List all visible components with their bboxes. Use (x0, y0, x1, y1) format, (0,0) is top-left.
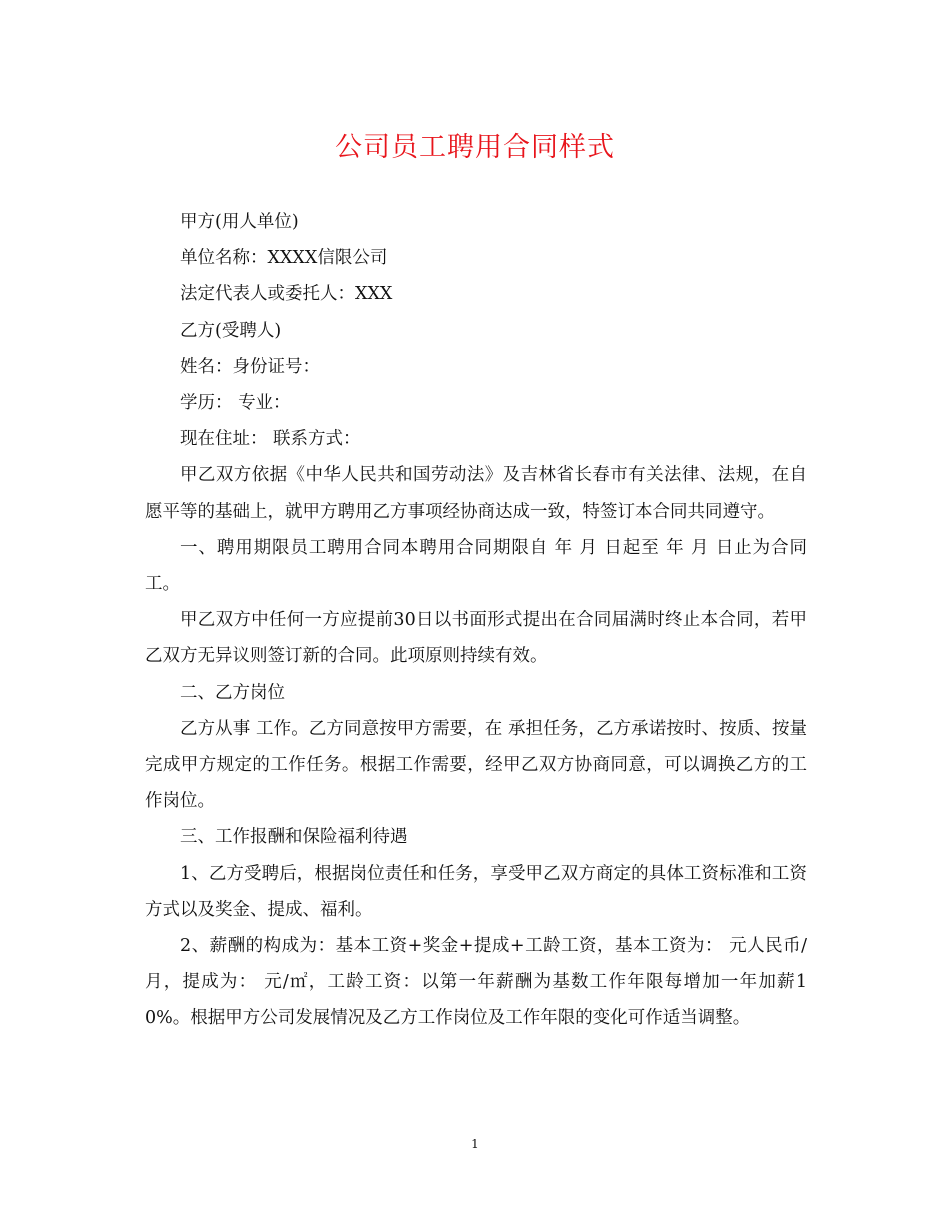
paragraph-compensation-2: 2、薪酬的构成为：基本工资+奖金+提成+工龄工资，基本工资为： 元人民币/月，提成为： 元/㎡，工龄工资：以第一年薪酬为基数工作年限每增加一年加薪10%。根据甲方公司发展情况及乙方工作岗位及工作年限的变化可作适当调整。 (145, 936, 807, 1029)
page-number: 1 (471, 1137, 479, 1151)
paragraph-company-name: 单位名称：XXXX信限公司 (180, 248, 388, 269)
paragraph-termination-notice: 甲乙双方中任何一方应提前30日以书面形式提出在合同届满时终止本合同，若甲乙双方无异议则签订新的合同。此项原则持续有效。 (145, 610, 807, 667)
heading-section-3-compensation: 三、工作报酬和保险福利待遇 (180, 827, 408, 848)
paragraph-legal-representative: 法定代表人或委托人：XXX (180, 284, 393, 305)
document-title: 公司员工聘用合同样式 (335, 132, 615, 163)
document-body (145, 204, 807, 1037)
paragraph-education-major: 学历： 专业： (180, 393, 291, 414)
paragraph-name-id: 姓名：身份证号： (180, 356, 320, 377)
paragraph-party-b: 乙方(受聘人) (180, 320, 282, 341)
paragraph-section-1-term: 一、聘用期限员工聘用合同本聘用合同期限自 年 月 日起至 年 月 日止为合同工。 (145, 537, 807, 595)
paragraph-compensation-1: 1、乙方受聘后，根据岗位责任和任务，享受甲乙双方商定的具体工资标准和工资方式以及奖金、提成、福利。 (145, 863, 807, 920)
paragraph-address-contact: 现在住址： 联系方式： (180, 429, 361, 450)
paragraph-position-duties: 乙方从事 工作。乙方同意按甲方需要，在 承担任务，乙方承诺按时、按质、按量完成甲方规定的工作任务。根据工作需要，经甲乙双方协商同意，可以调换乙方的工作岗位。 (145, 718, 807, 812)
heading-section-2-position: 二、乙方岗位 (180, 682, 285, 703)
paragraph-preamble: 甲乙双方依据《中华人民共和国劳动法》及吉林省长春市有关法律、法规，在自愿平等的基础上，就甲方聘用乙方事项经协商达成一致，特签订本合同共同遵守。 (145, 465, 807, 522)
paragraph-party-a: 甲方(用人单位) (180, 212, 299, 232)
